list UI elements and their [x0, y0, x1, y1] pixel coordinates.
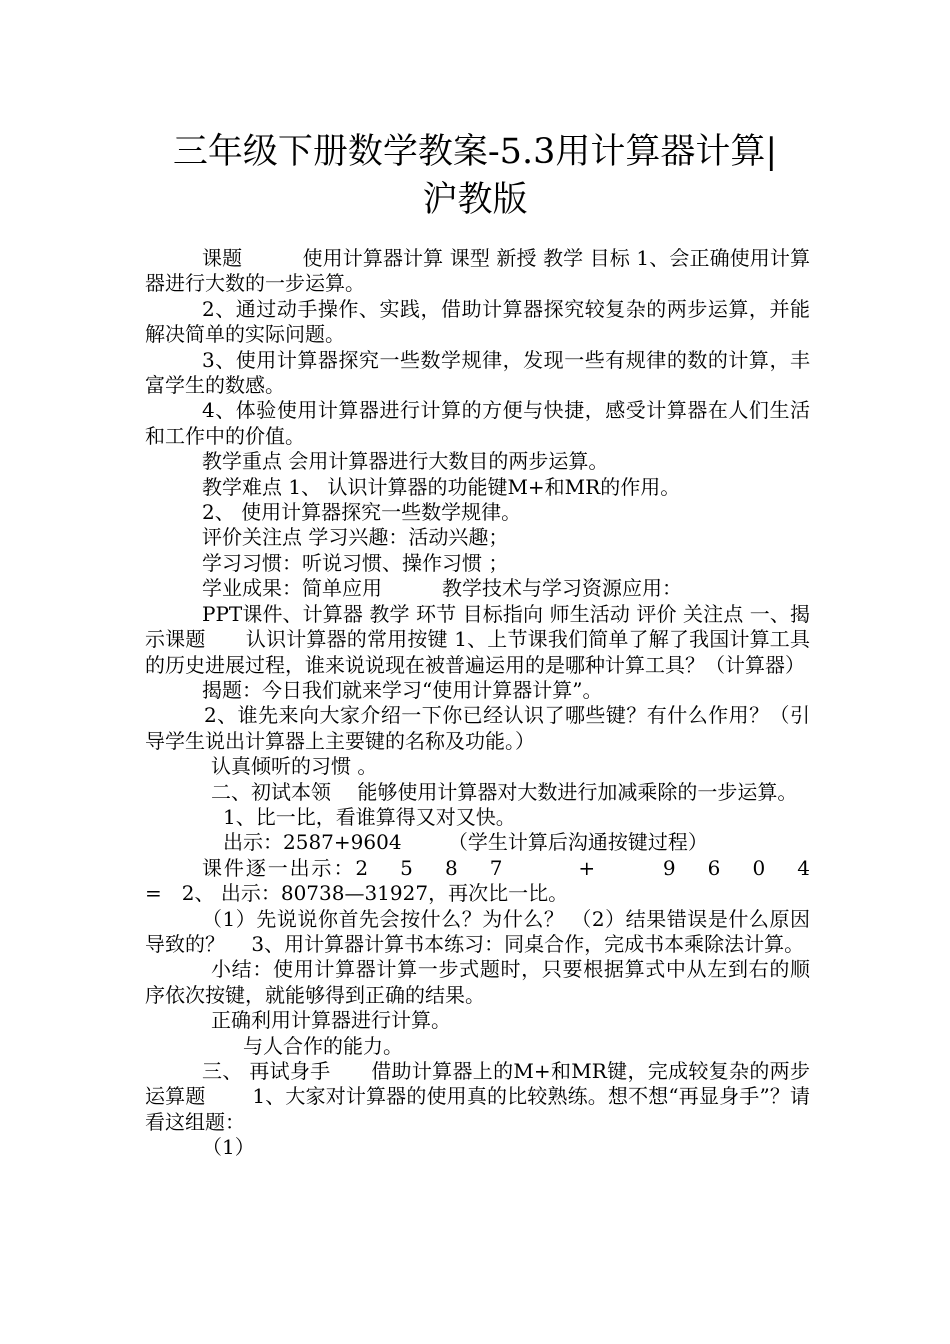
paragraph-topic-reveal: 揭题：今日我们就来学习“使用计算器计算”。 — [202, 677, 603, 702]
paragraph-questions: （1）先说说你首先会按什么？为什么？ （2）结果错误是什么原因导致的？ 3、用计算器计算书本练习：同桌合作，完成书本乘除法计算。 — [145, 906, 810, 956]
paragraph-section-1: PPT课件、计算器 教学 环节 目标指向 师生活动 评价 关注点 一、揭示课题 认识计算器的常用按键 1、上节课我们简单了解了我国计算工具的历史进展过程，谁来说说现在被普遍运用的是哪种计算工具？（计算器） — [145, 601, 810, 677]
paragraph-evaluation-habit: 学习习惯：听说习惯、操作习惯 ； — [202, 550, 509, 575]
document-body — [145, 246, 877, 1161]
paragraph-difficulty-1: 教学难点 1、 认识计算器的功能键M+和MR的作用。 — [202, 474, 681, 499]
paragraph-section-2: 二、初试本领 能够使用计算器对大数进行加减乘除的一步运算。 — [211, 779, 798, 804]
paragraph-item-1: （1） — [202, 1135, 255, 1160]
paragraph-summary: 小结：使用计算器计算一步式题时，只要根据算式中从左到右的顺序依次按键，就能够得到正确的结果。 — [145, 957, 810, 1007]
paragraph-goal-3: 3、使用计算器探究一些数学规律，发现一些有规律的数的计算，丰富学生的数感。 — [145, 347, 810, 398]
paragraph-difficulty-2: 2、 使用计算器探究一些数学规律。 — [202, 500, 522, 525]
paragraph-evaluation-interest: 评价关注点 学习兴趣：活动兴趣； — [202, 525, 509, 550]
paragraph-correct-use: 正确利用计算器进行计算。 — [211, 1008, 451, 1033]
paragraph-goal-2: 2、通过动手操作、实践，借助计算器探究较复杂的两步运算，并能解决简单的实际问题。 — [145, 296, 810, 347]
paragraph-show-sum: 出示：2587+9604 （学生计算后沟通按键过程） — [223, 830, 708, 855]
paragraph-listening-habit: 认真倾听的习惯 。 — [211, 754, 378, 779]
paragraph-section-3: 三、 再试身手 借助计算器上的M+和MR键，完成较复杂的两步运算题 1、大家对计算器的使用真的比较熟练。想不想“再显身手”？请看这组题： — [145, 1059, 810, 1134]
paragraph-evaluation-result: 学业成果：简单应用 教学技术与学习资源应用： — [202, 576, 682, 601]
document-title-line2: 沪教版 — [422, 180, 528, 220]
paragraph-keys-intro: 2、谁先来向大家介绍一下你已经认识了哪些键？有什么作用？（引导学生说出计算器上主要键的名称及功能。） — [145, 703, 810, 753]
paragraph-courseware: 课件逐一出示：2 5 8 7 + 9 6 0 4 = 2、 出示：80738—31927，再次比一比。 — [145, 855, 877, 906]
paragraph-goal-4: 4、体验使用计算器进行计算的方便与快捷，感受计算器在人们生活和工作中的价值。 — [145, 398, 810, 448]
paragraph-cooperation: 与人合作的能力。 — [243, 1033, 403, 1058]
paragraph-compare: 1、比一比，看谁算得又对又快。 — [223, 804, 516, 829]
document-title-line1: 三年级下册数学教案-5.3用计算器计算| — [172, 132, 778, 172]
paragraph-key-point: 教学重点 会用计算器进行大数目的两步运算。 — [202, 449, 609, 474]
paragraph-lesson-info: 课题 使用计算器计算 课型 新授 教学 目标 1、会正确使用计算器进行大数的一步运算。 — [145, 246, 810, 296]
